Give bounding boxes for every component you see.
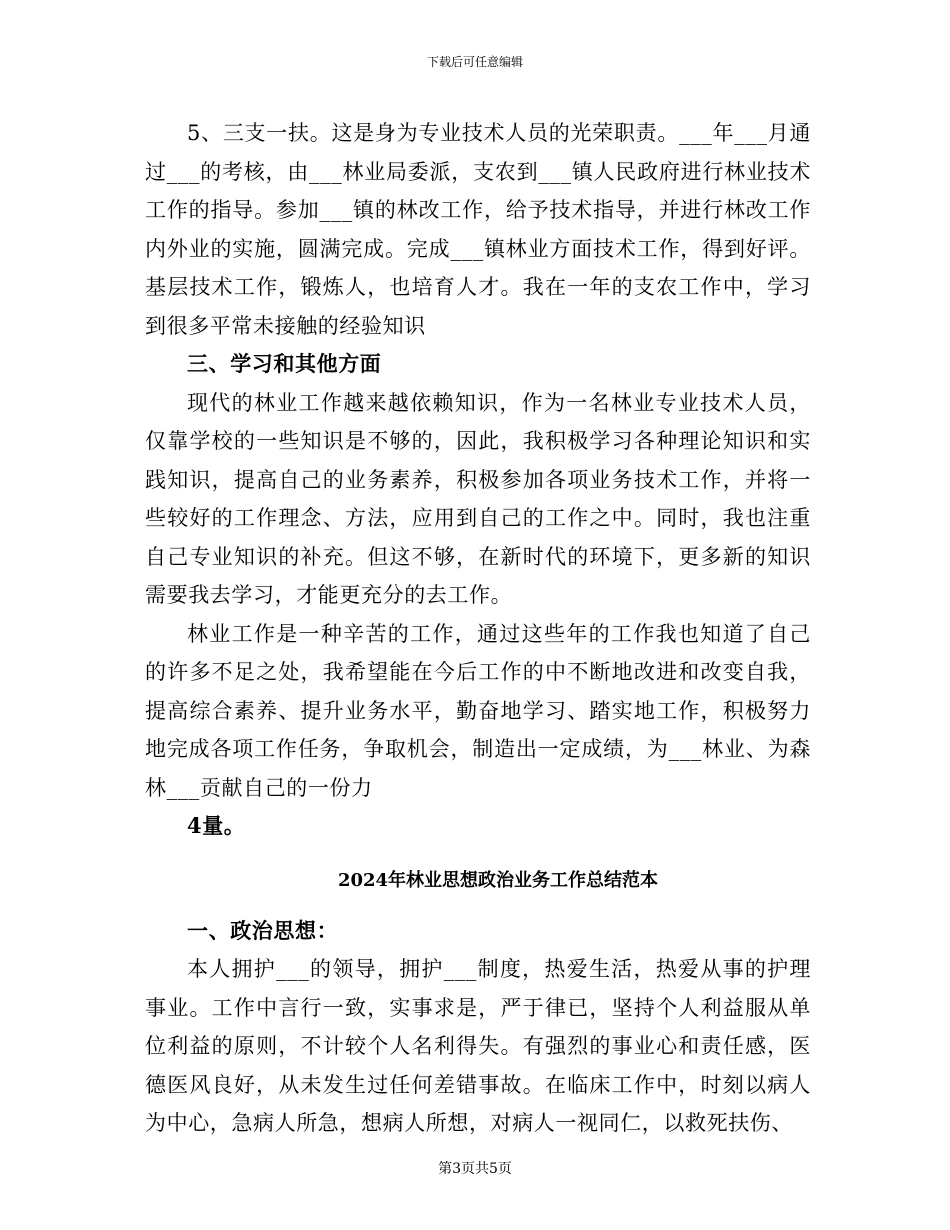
section-heading-study: 三、学习和其他方面 <box>187 351 382 376</box>
section-heading-politics: 一、政治思想： <box>187 917 339 943</box>
download-note: 下载后可任意编辑 <box>426 55 523 69</box>
page-number: 第3页共5页 <box>438 1161 512 1177</box>
fragment-text: 4量。 <box>187 813 246 838</box>
paragraph-politics: 本人拥护___的领导，拥护___制度，热爱生活，热爱从事的护理事业。工作中言行一致，实事求是，严于律已，坚持个人利益服从单位利益的原则，不计较个人名利得失。有强烈的事业心和责任感，医德医风良好，从未发生过任何差错事故。在临床工作中，时刻以病人为中心，急病人所急，想病人所想，对病人一视同仁，以救死扶伤、 <box>145 957 811 1135</box>
paragraph-support-rural: 5、三支一扶。这是身为专业技术人员的光荣职责。___年___月通过___的考核，由___林业局委派，支农到___镇人民政府进行林业技术工作的指导。参加___镇的林改工作，给予技术指导，并进行林改工作内外业的实施，圆满完成。完成___镇林业方面技术工作，得到好评。基层技术工作，锻炼人，也培育人才。我在一年的支农工作中，学习到很多平常未接触的经验知识 <box>145 121 811 338</box>
document-body <box>145 114 811 1143</box>
document-title: 2024年林业思想政治业务工作总结范本 <box>337 869 659 891</box>
paragraph-knowledge: 现代的林业工作越来越依赖知识，作为一名林业专业技术人员，仅靠学校的一些知识是不够的，因此，我积极学习各种理论知识和实践知识，提高自己的业务素养，积极参加各项业务技术工作，并将一些较好的工作理念、方法，应用到自己的工作之中。同时，我也注重自己专业知识的补充。但这不够，在新时代的环境下，更多新的知识需要我去学习，才能更充分的去工作。 <box>145 390 811 607</box>
paragraph-forestry-work: 林业工作是一种辛苦的工作，通过这些年的工作我也知道了自己的许多不足之处，我希望能在今后工作的中不断地改进和改变自我，提高综合素养、提升业务水平，勤奋地学习、踏实地工作，积极努力地完成各项工作任务，争取机会，制造出一定成绩，为___林业、为森林___贡献自己的一份力 <box>145 621 811 800</box>
